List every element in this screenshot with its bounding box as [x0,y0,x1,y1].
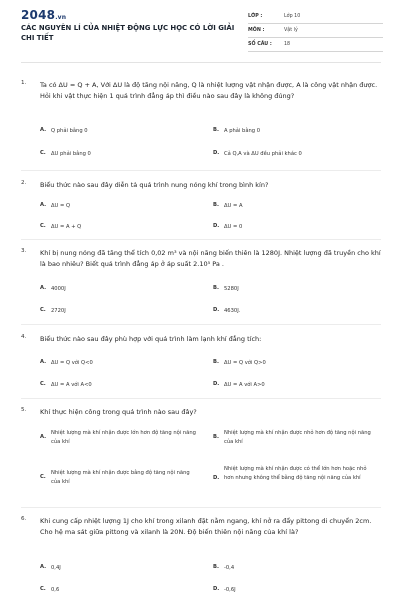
option-text: Nhiệt lượng mà khí nhận được có thể lớn hơn hoặc nhỏ hơn nhưng không thể bằng độ tăng nội năng của khí [224,466,367,481]
question-divider [21,398,381,399]
option-b[interactable] [213,564,381,573]
option-a[interactable] [40,564,200,573]
option-c[interactable] [40,586,200,595]
option-d[interactable] [213,307,381,316]
option-text: -0,4 [224,565,235,571]
question-number: 6. [21,516,27,522]
question-divider [21,507,381,508]
option-letter: B. [213,564,219,570]
option-c[interactable] [40,150,200,159]
option-letter: D. [213,307,220,313]
option-text: 4630J. [224,308,241,314]
option-text: ΔU = 0 [224,224,243,230]
meta-box [248,10,383,52]
option-text: ΔU phải bằng 0 [51,151,91,157]
option-c[interactable] [40,469,200,487]
header-divider [21,62,381,63]
option-letter: D. [213,381,220,387]
option-text: 2720J [51,308,66,314]
option-letter: A. [40,285,47,291]
option-text: Nhiệt lượng mà khí nhận được nhỏ hơn độ tăng nội năng của khí [224,430,371,445]
option-letter: B. [213,359,219,365]
option-text: ΔU = Q [51,203,71,209]
option-letter: C. [40,150,46,156]
option-text: 5280J [224,286,239,292]
option-d[interactable] [213,381,381,390]
option-text: Cả Q,A và ΔU đều phải khác 0 [224,151,302,157]
option-a[interactable] [40,127,200,136]
option-text: ΔU = Q với Q>0 [224,360,266,366]
question-number: 1. [21,80,27,86]
option-d[interactable] [213,586,381,595]
question-text: Biểu thức nào sau đây diễn tả quá trình nung nóng khí trong bình kín? [40,181,269,189]
option-letter: D. [213,586,220,592]
document-title: CÁC NGUYÊN LÍ CỦA NHIỆT ĐỘNG LỰC HỌC CÓ LỜI GIẢI CHI TIẾT [21,24,235,42]
option-c[interactable] [40,381,200,390]
meta-row-count [248,38,383,52]
option-c[interactable] [40,223,200,232]
option-text: Nhiệt lượng mà khí nhận được lớn hơn độ tăng nội năng của khí [51,430,196,445]
option-text: ΔU = Q với Q<0 [51,360,93,366]
question-number: 2. [21,180,27,186]
meta-label: MÔN : [248,28,265,33]
meta-value: Lớp 10 [284,14,301,19]
option-a[interactable] [40,359,200,368]
option-letter: C. [40,381,46,387]
option-text: ΔU = A với A>0 [224,382,265,388]
option-letter: C. [40,307,46,313]
option-text: ΔU = A + Q [51,224,82,230]
option-c[interactable] [40,307,200,316]
option-letter: C. [40,223,46,229]
option-letter: A. [40,202,47,208]
option-letter: D. [213,475,220,481]
option-text: ΔU = A với A<0 [51,382,92,388]
option-text: A phải bằng 0 [224,128,261,134]
option-b[interactable] [213,429,381,447]
meta-row-class [248,10,383,24]
option-letter: A. [40,434,47,440]
option-b[interactable] [213,359,381,368]
option-d[interactable] [213,465,381,483]
option-text: Q phải bằng 0 [51,128,88,134]
site-logo[interactable] [21,8,66,22]
option-text: 0,6 [51,587,60,593]
option-d[interactable] [213,223,381,232]
meta-label: LỚP : [248,14,263,19]
question-text: Khi cung cấp nhiệt lượng 1J cho khí trong xilanh đặt nằm ngang, khí nở ra đẩy pittong di chuyển 2cm. Cho hệ ma sát giữa pittong và xilanh là 20N. Độ biến thiên nội năng của khí là? [40,517,372,536]
option-letter: D. [213,150,220,156]
option-letter: A. [40,359,47,365]
logo-main: 2048 [21,8,56,22]
question-divider [21,324,381,325]
option-d[interactable] [213,150,381,159]
option-text: ΔU = A [224,203,243,209]
meta-row-subject [248,24,383,38]
option-letter: B. [213,434,219,440]
option-a[interactable] [40,285,200,294]
meta-label: SỐ CÂU : [248,42,272,47]
option-letter: A. [40,127,47,133]
option-letter: D. [213,223,220,229]
option-letter: A. [40,564,47,570]
logo-sub: .vn [55,14,67,21]
question-divider [21,239,381,240]
option-letter: B. [213,285,219,291]
question-text: Khí thực hiện công trong quá trình nào sau đây? [40,408,197,416]
option-b[interactable] [213,127,381,136]
option-letter: B. [213,127,219,133]
question-number: 5. [21,407,27,413]
option-text: Nhiệt lượng mà khí nhận được bằng độ tăng nội năng của khí [51,470,190,485]
option-letter: C. [40,586,46,592]
question-number: 4. [21,334,27,340]
option-b[interactable] [213,285,381,294]
question-divider [21,170,381,171]
meta-value: 18 [284,42,291,47]
question-text: Biểu thức nào sau đây phù hợp với quá trình làm lạnh khí đẳng tích: [40,335,262,343]
option-a[interactable] [40,429,200,447]
meta-value: Vật lý [284,28,298,33]
option-a[interactable] [40,202,200,211]
option-text: -0,6J [224,587,236,593]
option-text: 4000J [51,286,66,292]
question-text: Ta có ΔU = Q + A, Với ΔU là độ tăng nội năng, Q là nhiệt lượng vật nhận được, A là công vật nhận được. Hỏi khi vật thực hiện 1 quá trình đẳng áp thì điều nào sau đây là không đúng? [40,81,378,100]
option-text: 0,4J [51,565,61,571]
option-b[interactable] [213,202,381,211]
option-letter: B. [213,202,219,208]
option-letter: C. [40,474,46,480]
question-number: 3. [21,248,27,254]
question-text: Khí bị nung nóng đã tăng thể tích 0,02 m³ và nội năng biến thiên là 1280J. Nhiệt lượng đã truyền cho khí là bao nhiêu? Biết quá trình đẳng áp ở áp suất 2.10⁵ Pa . [40,249,381,268]
